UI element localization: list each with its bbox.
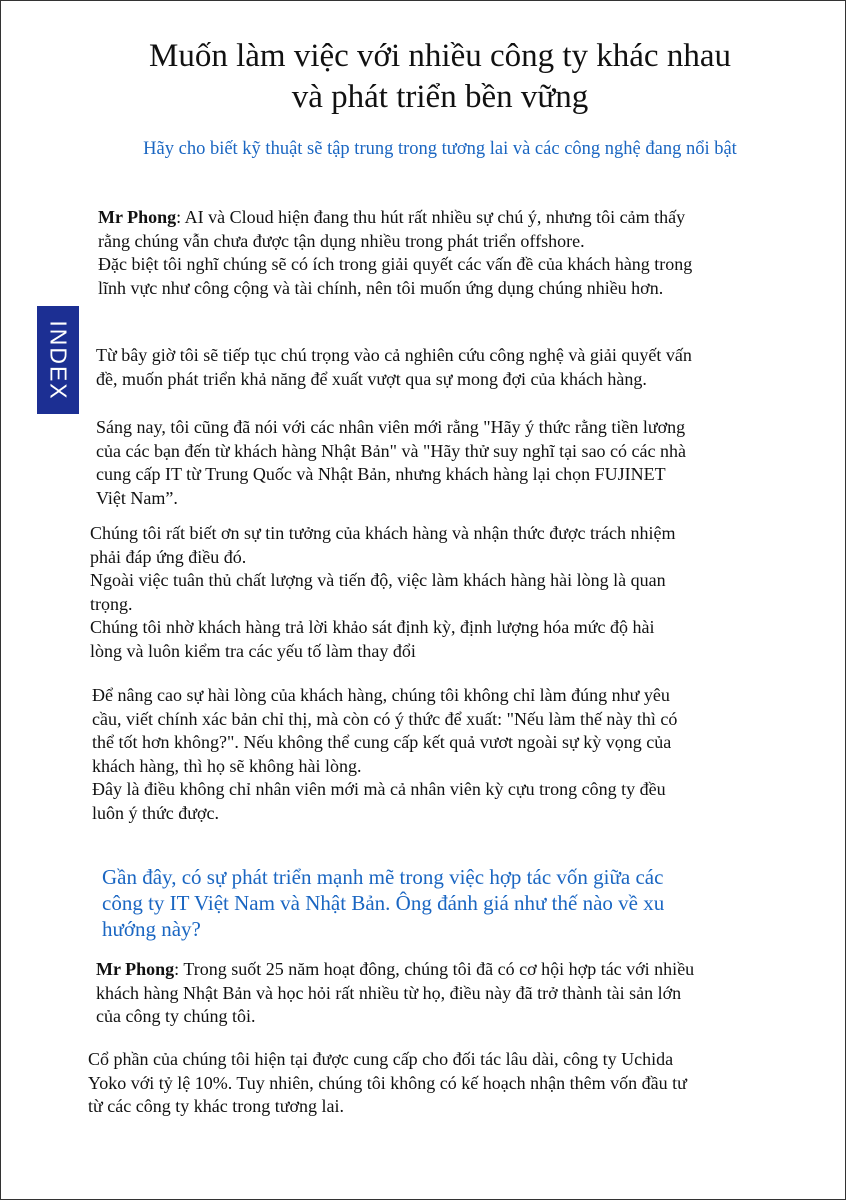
paragraph-line: Từ bây giờ tôi sẽ tiếp tục chú trọng vào cả nghiên cứu công nghệ và giải quyết vấn	[96, 345, 692, 365]
page-subtitle: Hãy cho biết kỹ thuật sẽ tập trung trong tương lai và các công nghệ đang nổi bật	[143, 139, 737, 159]
answer-1-line: Đặc biệt tôi nghĩ chúng sẽ có ích trong giải quyết các vấn đề của khách hàng trong	[98, 254, 693, 274]
paragraph-line: Ngoài việc tuân thủ chất lượng và tiến độ, việc làm khách hàng hài lòng là quan	[90, 570, 666, 590]
paragraph-line: Sáng nay, tôi cũng đã nói với các nhân viên mới rằng "Hãy ý thức rằng tiền lương	[96, 417, 686, 437]
index-tab[interactable]	[37, 306, 79, 414]
paragraph-7	[88, 1048, 788, 1119]
paragraph-4	[90, 522, 790, 663]
paragraph-line: phải đáp ứng điều đó.	[90, 546, 247, 567]
answer-1-line: rằng chúng vẫn chưa được tận dụng nhiều trong phát triển offshore.	[98, 230, 585, 251]
answer-1-line: lĩnh vực như công cộng và tài chính, nên tôi muốn ứng dụng chúng nhiều hơn.	[98, 277, 664, 298]
paragraph-line: Yoko với tỷ lệ 10%. Tuy nhiên, chúng tôi không có kế hoạch nhận thêm vốn đầu tư	[88, 1072, 687, 1093]
paragraph-line: Chúng tôi rất biết ơn sự tin tưởng của khách hàng và nhận thức được trách nhiệm	[90, 523, 676, 543]
page-title	[60, 36, 820, 118]
paragraph-line: cầu, viết chính xác bản chỉ thị, mà còn có ý thức để xuất: "Nếu làm thế này thì có	[92, 708, 678, 729]
paragraph-line: lòng và luôn kiểm tra các yếu tố làm thay đổi	[90, 640, 416, 661]
interview-question	[102, 864, 762, 942]
paragraph-3	[96, 416, 796, 510]
answer-1-text: : AI và Cloud hiện đang thu hút rất nhiều sự chú ý, nhưng tôi cảm thấy	[176, 207, 686, 227]
answer-1-line	[98, 206, 798, 230]
paragraph-line: từ các công ty khác trong tương lai.	[88, 1096, 344, 1116]
paragraph-2	[96, 344, 796, 391]
answer-2-line: khách hàng Nhật Bản và học hỏi rất nhiều từ họ, điều này đã trở thành tài sản lớn	[96, 982, 682, 1003]
paragraph-line: Chúng tôi nhờ khách hàng trả lời khảo sát định kỳ, định lượng hóa mức độ hài	[90, 617, 655, 637]
index-tab-label: INDEX	[45, 319, 72, 401]
paragraph-line: Việt Nam”.	[96, 487, 178, 508]
question-line: Gần đây, có sự phát triển mạnh mẽ trong việc hợp tác vốn giữa các	[102, 865, 664, 889]
paragraph-line: thể tốt hơn không?". Nếu không thể cung cấp kết quả vươt ngoài sự kỳ vọng của	[92, 732, 672, 752]
paragraph-line: Cổ phần của chúng tôi hiện tại được cung cấp cho đối tác lâu dài, công ty Uchida	[88, 1049, 674, 1069]
paragraph-line: của các bạn đến từ khách hàng Nhật Bản" và "Hãy thử suy nghĩ tại sao có các nhà	[96, 440, 687, 461]
answer-2-line	[96, 958, 796, 982]
answer-2-line: của công ty chúng tôi.	[96, 1006, 256, 1026]
paragraph-line: Để nâng cao sự hài lòng của khách hàng, chúng tôi không chỉ làm đúng như yêu	[92, 685, 670, 705]
title-line-1: Muốn làm việc với nhiều công ty khác nhau	[149, 38, 731, 74]
paragraph-line: Đây là điều không chỉ nhân viên mới mà cả nhân viên kỳ cựu trong công ty đều	[92, 779, 666, 799]
paragraph-line: cung cấp IT từ Trung Quốc và Nhật Bản, nhưng khách hàng lại chọn FUJINET	[96, 464, 666, 484]
title-line-2: và phát triển bền vững	[291, 79, 589, 115]
speaker-name: Mr Phong	[96, 959, 175, 979]
question-line: hướng này?	[102, 917, 201, 941]
paragraph-5	[92, 684, 792, 825]
question-line: công ty IT Việt Nam và Nhật Bản. Ông đánh giá như thế nào về xu	[102, 891, 665, 915]
paragraph-line: trọng.	[90, 593, 133, 614]
speaker-name: Mr Phong	[98, 207, 177, 227]
answer-2	[96, 958, 796, 1029]
paragraph-line: khách hàng, thì họ sẽ không hài lòng.	[92, 755, 362, 776]
paragraph-line: đề, muốn phát triển khả năng để xuất vượt qua sự mong đợi của khách hàng.	[96, 368, 647, 389]
answer-2-text: : Trong suốt 25 năm hoạt đông, chúng tôi đã có cơ hội hợp tác với nhiều	[174, 959, 695, 979]
paragraph-line: luôn ý thức được.	[92, 802, 220, 823]
answer-1	[98, 206, 798, 300]
